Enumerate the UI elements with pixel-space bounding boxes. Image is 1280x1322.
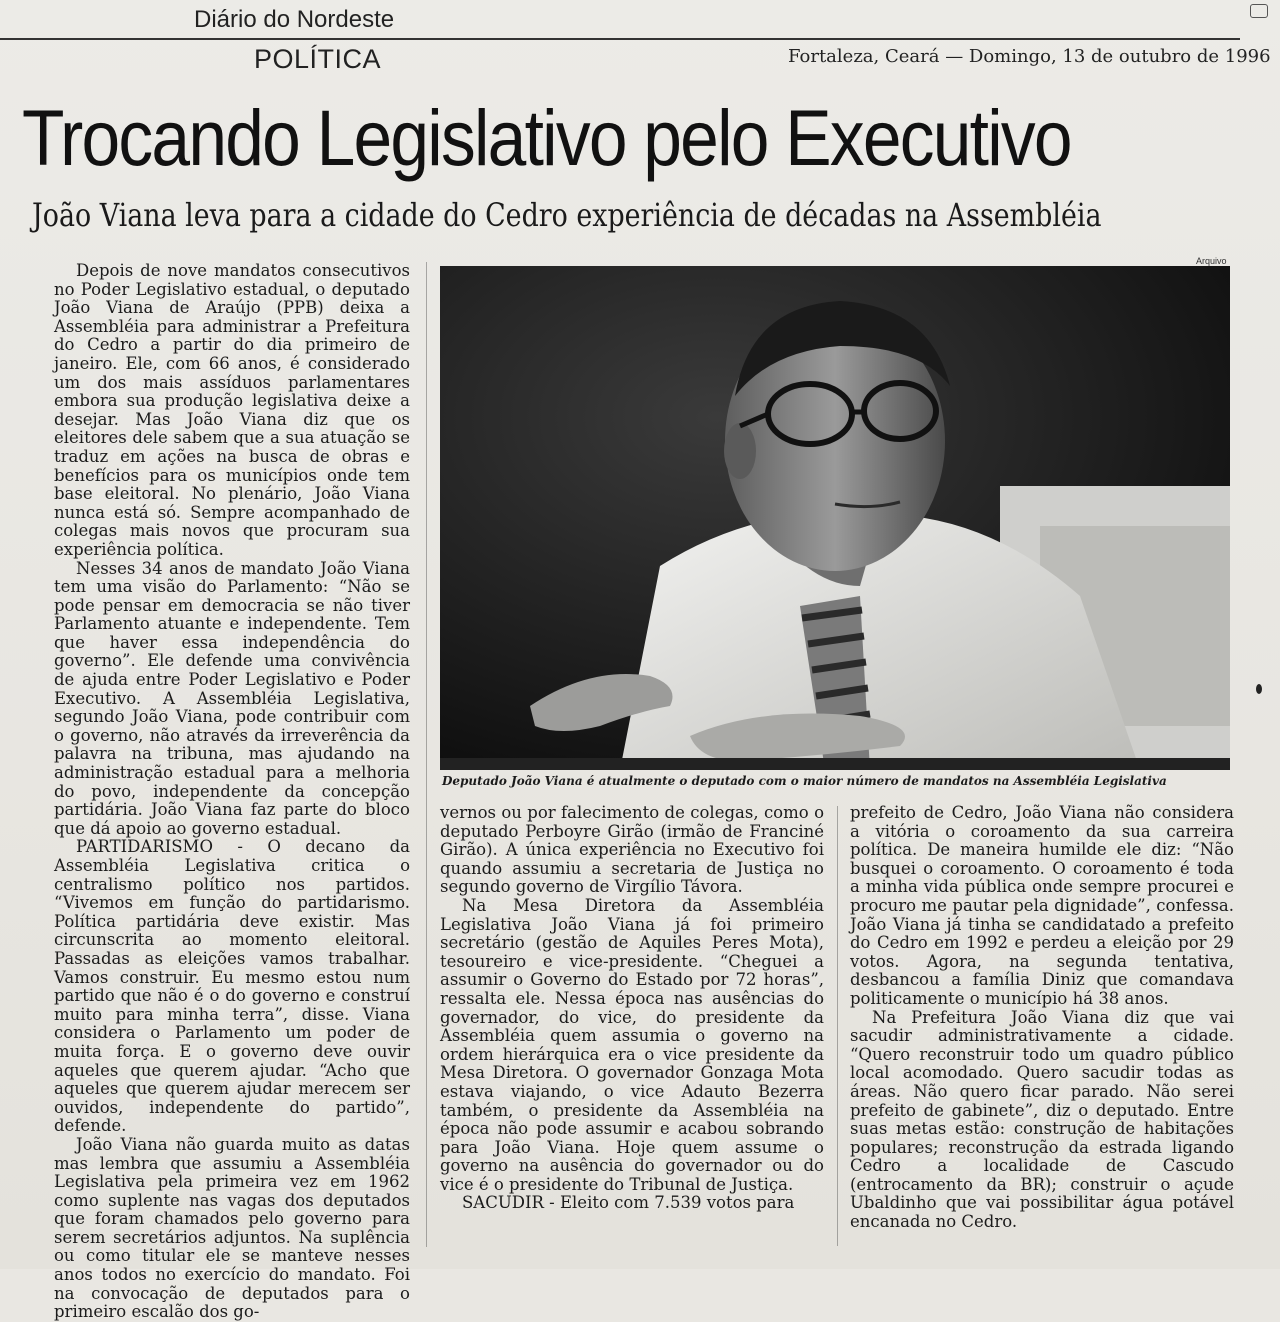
article-paragraph: PARTIDARISMO - O decano da Assembléia Legislativa critica o centralismo político nos partidos. “Vivemos em função do partidarismo. Política partidária deve existir. Mas circunscrita ao momento eleitoral. Passadas as eleições vamos trabalhar. Vamos construir. Eu mesmo estou num partido que não é o do governo e construí muito para minha terra”, disse. Viana considera o Parlamento um poder de muita força. E o governo deve ouvir aqueles que querem ajudar. “Acho que aqueles que querem ajudar merecem ser ouvidos, independente do partido”, defende. bbox=[54, 837, 410, 1136]
article-paragraph: Na Prefeitura João Viana diz que vai sacudir administrativamente a cidade. “Quero reconstruir todo um quadro público local acomodado. Quero sacudir todas as áreas. Não quero ficar parado. Não serei prefeito de gabinete”, diz o deputado. Entre suas metas estão: construção de habitações populares; reconstrução da estrada ligando Cedro a localidade de Cascudo (entrocamento da BR); construir o açude Ubaldinho que vai possibilitar água potável encanada no Cedro. bbox=[850, 1007, 1234, 1232]
subheadline: João Viana leva para a cidade do Cedro experiência de décadas na Assembléia bbox=[32, 196, 1102, 234]
article-paragraph: Depois de nove mandatos consecutivos no Poder Legislativo estadual, o deputado João Viana de Araújo (PPB) deixa a Assembléia para administrar a Prefeitura do Cedro a partir do dia primeiro de janeiro. Ele, com 66 anos, é considerado um dos mais assíduos parlamentares embora sua produção legislativa deixe a desejar. Mas João Viana diz que os eleitores dele sabem que a sua atuação se traduz em ações na busca de obras e benefícios para os municípios onde tem base eleitoral. No plenário, João Viana nunca está só. Sempre acompanhado de colegas mais novos que procuram sua experiência política. bbox=[54, 261, 410, 559]
article-paragraph: vernos ou por falecimento de colegas, como o deputado Perboyre Girão (irmão de Franciné Girão). A única experiência no Executivo foi quando assumiu a secretaria de Justiça no segundo governo de Virgílio Távora. bbox=[440, 803, 824, 897]
portrait-photo-image bbox=[440, 266, 1230, 770]
masthead: Diário do Nordeste bbox=[194, 6, 395, 33]
page-corner-mark bbox=[1250, 4, 1268, 18]
article-column-1 bbox=[54, 262, 410, 1322]
photo-credit: Arquivo bbox=[1196, 256, 1227, 266]
column-divider bbox=[837, 806, 838, 1246]
masthead-rule bbox=[0, 38, 1240, 40]
article-paragraph: SACUDIR - Eleito com 7.539 votos para bbox=[462, 1193, 795, 1213]
section-label: POLÍTICA bbox=[254, 44, 382, 74]
article-paragraph: João Viana não guarda muito as datas mas lembra que assumiu a Assembléia Legislativa pela primeira vez em 1962 como suplente nas vagas dos deputados que foram chamados pelo governo para serem secretários adjuntos. Na suplência ou como titular ele se manteve nesses anos todos no exercício do mandato. Foi na convocação de deputados para o primeiro escalão dos go- bbox=[54, 1134, 410, 1322]
portrait-photo bbox=[440, 266, 1230, 770]
headline: Trocando Legislativo pelo Executivo bbox=[22, 93, 1071, 182]
article-paragraph: prefeito de Cedro, João Viana não considera a vitória o coroamento da sua carreira política. De maneira humilde ele diz: “Não busquei o coroamento. O coroamento é toda a minha vida pública onde sempre procurei e procuro me pautar pela dignidade”, confessa. João Viana já tinha se candidatado a prefeito do Cedro em 1992 e perdeu a eleição por 29 votos. Agora, na segunda tentativa, desbancou a família Diniz que comandava politicamente o município há 38 anos. bbox=[850, 803, 1234, 1008]
article-column-2 bbox=[440, 804, 824, 1213]
article-column-3 bbox=[850, 804, 1234, 1232]
column-divider bbox=[426, 262, 427, 1247]
edge-mark bbox=[1256, 684, 1262, 694]
photo-caption: Deputado João Viana é atualmente o deputado com o maior número de mandatos na Assembléia Legislativa bbox=[442, 774, 1167, 788]
dateline: Fortaleza, Ceará — Domingo, 13 de outubro de 1996 bbox=[788, 46, 1271, 67]
article-paragraph: Nesses 34 anos de mandato João Viana tem uma visão do Parlamento: “Não se pode pensar em democracia se não tiver Parlamento atuante e independente. Tem que haver essa independência do governo”. Ele defende uma convivência de ajuda entre Poder Legislativo e Poder Executivo. A Assembléia Legislativa, segundo João Viana, pode contribuir com o governo, não através da irreverência da palavra na tribuna, mas ajudando na administração estadual para a melhoria do povo, independente da concepção partidária. João Viana faz parte do bloco que dá apoio ao governo estadual. bbox=[54, 558, 410, 838]
article-paragraph: Na Mesa Diretora da Assembléia Legislativa João Viana já foi primeiro secretário (gestão de Aquiles Peres Mota), tesoureiro e vice-presidente. “Cheguei a assumir o Governo do Estado por 72 horas”, ressalta ele. Nessa época nas ausências do governador, do vice, do presidente da Assembléia quem assumia o governo na ordem hierárquica era o vice presidente da Mesa Diretora. O governador Gonzaga Mota estava viajando, o vice Adauto Bezerra também, o presidente da Assembléia na época não pode assumir e acabou sobrando para João Viana. Hoje quem assume o governo na ausência do governador ou do vice é o presidente do Tribunal de Justiça. bbox=[440, 895, 824, 1194]
